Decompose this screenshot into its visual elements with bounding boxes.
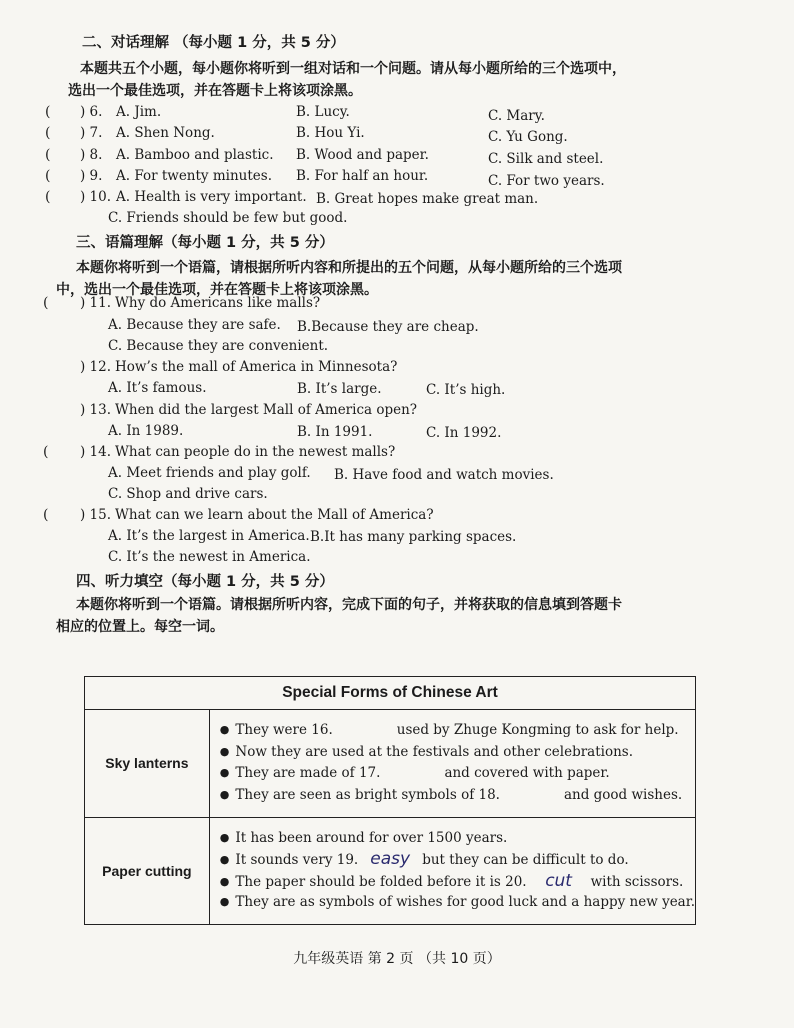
option-a: A. It’s the largest in America. (108, 528, 310, 544)
option-c: C. Silk and steel. (488, 151, 604, 167)
option-c: C. Mary. (488, 108, 545, 124)
answer-bracket: ( (45, 147, 51, 163)
sky-bullet-4 (220, 785, 695, 807)
option-c: C. Because they are convenient. (108, 338, 329, 354)
question-number: ) 12. (80, 359, 112, 375)
option-a: A. Bamboo and plastic. (116, 147, 274, 163)
option-a: A. Health is very important. (116, 189, 307, 205)
option-a: A. Shen Nong. (116, 125, 215, 141)
option-c: C. It’s high. (426, 382, 506, 398)
paper-l2a: It sounds very 19. (235, 852, 359, 869)
paper-l2b: but they can be difficult to do. (422, 852, 629, 869)
paper-bullet-4: ● They are as symbols of wishes for good luck and a happy new year. (220, 892, 695, 914)
question-number: ) 9. (80, 168, 103, 184)
section2-instr-line1: 本题共五个小题，每小题你将听到一组对话和一个问题。请从每小题所给的三个选项中， (80, 61, 626, 77)
answer-bracket: ( (45, 104, 51, 120)
option-a: A. In 1989. (108, 423, 184, 439)
paper-l3a: The paper should be folded before it is 20. (235, 873, 527, 890)
question-number: ) 7. (80, 125, 103, 141)
sky-bullet-2: ● Now they are used at the festivals and other celebrations. (220, 742, 695, 764)
paper-l3b: with scissors. (590, 873, 684, 890)
option-b: B. In 1991. (297, 424, 373, 440)
question-number: ) 10. (80, 189, 112, 205)
question-number: ) 8. (80, 147, 103, 163)
sky-lanterns-cell (209, 710, 695, 818)
option-b: B. For half an hour. (296, 168, 429, 184)
option-c: C. Friends should be few but good. (108, 210, 348, 226)
section3-instr-line1: 本题你将听到一个语篇，请根据所听内容和所提出的五个问题，从每小题所给的三个选项 (76, 260, 622, 276)
row-label-paper-cutting: Paper cutting (85, 817, 210, 925)
row-label-sky-lanterns: Sky lanterns (85, 710, 210, 818)
section3-heading: 三、语篇理解（每小题 1 分，共 5 分） (76, 235, 334, 251)
option-c: C. Shop and drive cars. (108, 486, 268, 502)
question-text: When did the largest Mall of America open? (115, 402, 418, 418)
option-b: B.Because they are cheap. (297, 319, 479, 335)
question-number: ) 15. (80, 507, 112, 523)
answer-blank-19[interactable]: easy (370, 849, 411, 870)
sky-l4a: They are seen as bright symbols of 18. (235, 786, 500, 803)
option-a: A. It’s famous. (108, 380, 207, 396)
paper-bullet-2 (220, 849, 695, 871)
question-text: What can people do in the newest malls? (115, 444, 396, 460)
answer-bracket: ( (45, 189, 51, 205)
section3-instr-line2: 中，选出一个最佳选项，并在答题卡上将该项涂黑。 (56, 282, 378, 298)
paper-bullet-1: ● It has been around for over 1500 years. (220, 828, 695, 850)
question-number: ) 11. (80, 295, 112, 311)
option-b: B. Hou Yi. (296, 125, 365, 141)
option-a: A. Meet friends and play golf. (108, 465, 311, 481)
section4-instr-line1: 本题你将听到一个语篇。请根据所听内容，完成下面的句子，并将获取的信息填到答题卡 (76, 597, 622, 613)
option-c: C. Yu Gong. (488, 129, 568, 145)
answer-bracket: ( (43, 507, 49, 523)
section4-heading: 四、听力填空（每小题 1 分，共 5 分） (76, 574, 334, 590)
sky-l4b: and good wishes. (563, 786, 683, 803)
question-number: ) 6. (80, 104, 103, 120)
question-text: What can we learn about the Mall of America? (115, 507, 434, 523)
question-number: ) 13. (80, 402, 112, 418)
question-text: Why do Americans like malls? (115, 295, 321, 311)
table-title: Special Forms of Chinese Art (85, 677, 696, 710)
option-b: B. Wood and paper. (296, 147, 429, 163)
paper-bullet-3 (220, 871, 695, 893)
answer-bracket: ( (43, 295, 49, 311)
sky-l3b: and covered with paper. (444, 765, 610, 782)
section4-instructions (56, 594, 716, 638)
answer-bracket: ( (45, 125, 51, 141)
sky-l3a: They are made of 17. (235, 765, 381, 782)
option-b: B. Have food and watch movies. (334, 467, 554, 483)
answer-bracket: ( (45, 168, 51, 184)
section2-heading: 二、对话理解 （每小题 1 分，共 5 分） (82, 35, 345, 51)
section2-instr-line2: 选出一个最佳选项，并在答题卡上将该项涂黑。 (68, 83, 362, 99)
sky-l1b: used by Zhuge Kongming to ask for help. (396, 722, 679, 739)
option-b: B. Lucy. (296, 104, 350, 120)
paper-cutting-cell (209, 817, 695, 925)
option-a: A. Because they are safe. (108, 317, 281, 333)
sky-l1a: They were 16. (235, 722, 333, 739)
section2-instructions (68, 58, 708, 102)
question-text: How’s the mall of America in Minnesota? (115, 359, 398, 375)
option-b: B. Great hopes make great man. (316, 191, 539, 207)
answer-blank-20[interactable]: cut (545, 870, 572, 891)
option-a: A. For twenty minutes. (116, 168, 272, 184)
option-a: A. Jim. (116, 104, 162, 120)
option-c: C. It’s the newest in America. (108, 549, 311, 565)
option-c: C. In 1992. (426, 425, 502, 441)
option-b: B. It’s large. (297, 381, 382, 397)
section4-instr-line2: 相应的位置上。每空一词。 (56, 619, 224, 635)
question-number: ) 14. (80, 444, 112, 460)
sky-bullet-1 (220, 720, 695, 742)
option-c: C. For two years. (488, 173, 605, 189)
chinese-art-table (84, 676, 696, 925)
page-footer: 九年级英语 第 2 页 （共 10 页） (293, 951, 501, 967)
option-b: B.It has many parking spaces. (310, 529, 517, 545)
answer-bracket: ( (43, 444, 49, 460)
sky-bullet-3 (220, 763, 695, 785)
